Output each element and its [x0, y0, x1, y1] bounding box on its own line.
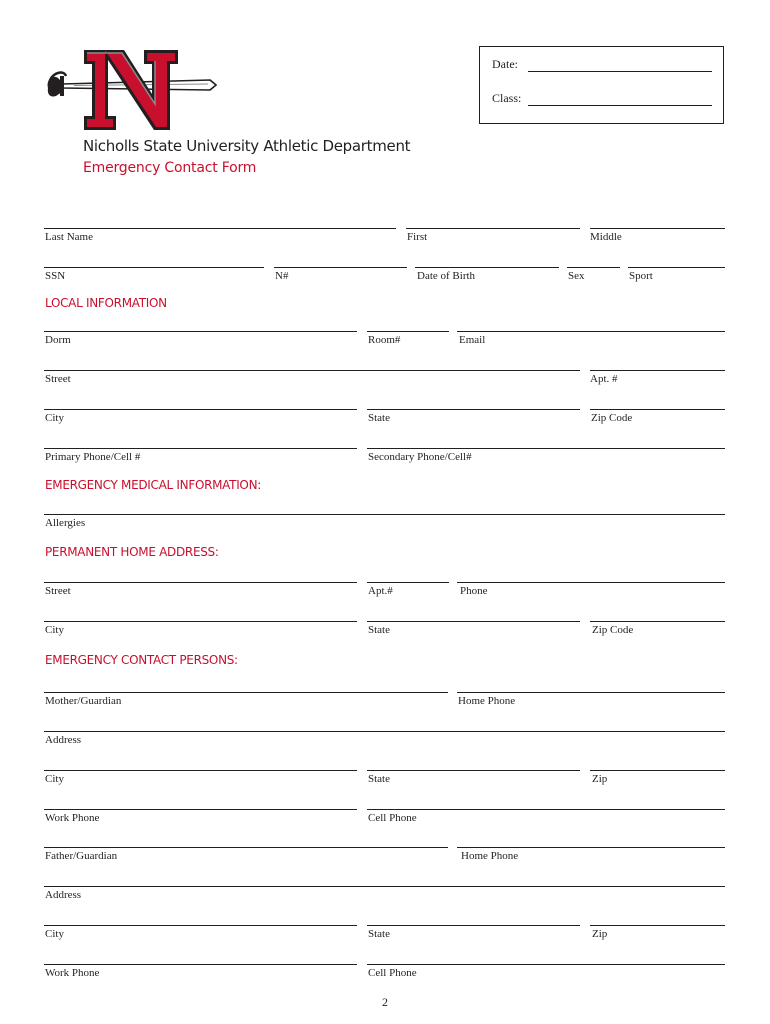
allergies-field[interactable] — [44, 514, 725, 515]
ssn-label: SSN — [45, 270, 66, 282]
class-label: Class: — [492, 91, 522, 105]
dob-field[interactable] — [415, 267, 559, 268]
dorm-field[interactable] — [44, 331, 357, 332]
email-field[interactable] — [457, 331, 725, 332]
last-name-field[interactable] — [44, 228, 396, 229]
medical-info-heading: EMERGENCY MEDICAL INFORMATION: — [45, 478, 261, 492]
middle-name-label: Middle — [590, 231, 622, 243]
dob-label: Date of Birth — [417, 270, 476, 282]
father-cell-phone-label: Cell Phone — [368, 967, 417, 979]
primary-phone-label: Primary Phone/Cell # — [45, 451, 141, 463]
father-work-phone-label: Work Phone — [45, 967, 100, 979]
mother-address-label: Address — [45, 734, 82, 746]
perm-phone-field[interactable] — [457, 582, 725, 583]
father-state-label: State — [368, 928, 390, 940]
sex-field[interactable] — [567, 267, 620, 268]
allergies-label: Allergies — [45, 517, 86, 529]
perm-street-field[interactable] — [44, 582, 357, 583]
email-label: Email — [459, 334, 486, 346]
mother-work-phone-label: Work Phone — [45, 812, 100, 824]
last-name-label: Last Name — [45, 231, 93, 243]
father-work-phone-field[interactable] — [44, 964, 357, 965]
perm-state-label: State — [368, 624, 390, 636]
father-state-field[interactable] — [367, 925, 580, 926]
local-city-label: City — [45, 412, 64, 424]
date-label: Date: — [492, 57, 518, 71]
local-zip-label: Zip Code — [591, 412, 633, 424]
sex-label: Sex — [568, 270, 585, 282]
first-name-label: First — [407, 231, 428, 243]
room-label: Room# — [368, 334, 401, 346]
contacts-heading: EMERGENCY CONTACT PERSONS: — [45, 653, 238, 667]
room-field[interactable] — [367, 331, 449, 332]
dorm-label: Dorm — [45, 334, 71, 346]
mother-cell-phone-field[interactable] — [367, 809, 725, 810]
form-subtitle: Emergency Contact Form — [83, 160, 257, 176]
father-zip-field[interactable] — [590, 925, 725, 926]
father-city-field[interactable] — [44, 925, 357, 926]
father-name-label: Father/Guardian — [45, 850, 118, 862]
perm-city-field[interactable] — [44, 621, 357, 622]
perm-state-field[interactable] — [367, 621, 580, 622]
n-number-label: N# — [275, 270, 289, 282]
mother-cell-phone-label: Cell Phone — [368, 812, 417, 824]
local-zip-field[interactable] — [590, 409, 725, 410]
father-cell-phone-field[interactable] — [367, 964, 725, 965]
date-field[interactable] — [528, 71, 712, 72]
perm-zip-field[interactable] — [590, 621, 725, 622]
first-name-field[interactable] — [406, 228, 580, 229]
mother-work-phone-field[interactable] — [44, 809, 357, 810]
local-city-field[interactable] — [44, 409, 357, 410]
local-state-field[interactable] — [367, 409, 580, 410]
mother-name-label: Mother/Guardian — [45, 695, 122, 707]
local-street-field[interactable] — [44, 370, 580, 371]
class-field[interactable] — [528, 105, 712, 106]
father-address-field[interactable] — [44, 886, 725, 887]
mother-zip-field[interactable] — [590, 770, 725, 771]
father-zip-label: Zip — [592, 928, 608, 940]
mother-home-phone-label: Home Phone — [458, 695, 516, 707]
primary-phone-field[interactable] — [44, 448, 357, 449]
father-city-label: City — [45, 928, 64, 940]
local-street-label: Street — [45, 373, 71, 385]
date-class-box — [479, 46, 724, 124]
mother-state-field[interactable] — [367, 770, 580, 771]
mother-zip-label: Zip — [592, 773, 608, 785]
father-address-label: Address — [45, 889, 82, 901]
permanent-address-heading: PERMANENT HOME ADDRESS: — [45, 545, 219, 559]
n-number-field[interactable] — [274, 267, 407, 268]
father-home-phone-label: Home Phone — [461, 850, 519, 862]
page-number: 2 — [382, 995, 388, 1009]
local-apt-field[interactable] — [590, 370, 725, 371]
father-name-field[interactable] — [44, 847, 448, 848]
sport-field[interactable] — [628, 267, 725, 268]
perm-street-label: Street — [45, 585, 71, 597]
form-title: Nicholls State University Athletic Department — [83, 137, 411, 155]
local-info-heading: LOCAL INFORMATION — [45, 296, 167, 310]
secondary-phone-field[interactable] — [367, 448, 725, 449]
local-apt-label: Apt. # — [590, 373, 618, 385]
nicholls-n-logo — [44, 44, 218, 134]
perm-city-label: City — [45, 624, 64, 636]
perm-zip-label: Zip Code — [592, 624, 634, 636]
local-state-label: State — [368, 412, 390, 424]
mother-name-field[interactable] — [44, 692, 448, 693]
middle-name-field[interactable] — [590, 228, 725, 229]
mother-city-label: City — [45, 773, 64, 785]
perm-apt-field[interactable] — [367, 582, 449, 583]
mother-city-field[interactable] — [44, 770, 357, 771]
perm-phone-label: Phone — [460, 585, 488, 597]
mother-address-field[interactable] — [44, 731, 725, 732]
ssn-field[interactable] — [44, 267, 264, 268]
mother-home-phone-field[interactable] — [457, 692, 725, 693]
perm-apt-label: Apt.# — [368, 585, 393, 597]
sport-label: Sport — [629, 270, 653, 282]
father-home-phone-field[interactable] — [457, 847, 725, 848]
mother-state-label: State — [368, 773, 390, 785]
secondary-phone-label: Secondary Phone/Cell# — [368, 451, 472, 463]
